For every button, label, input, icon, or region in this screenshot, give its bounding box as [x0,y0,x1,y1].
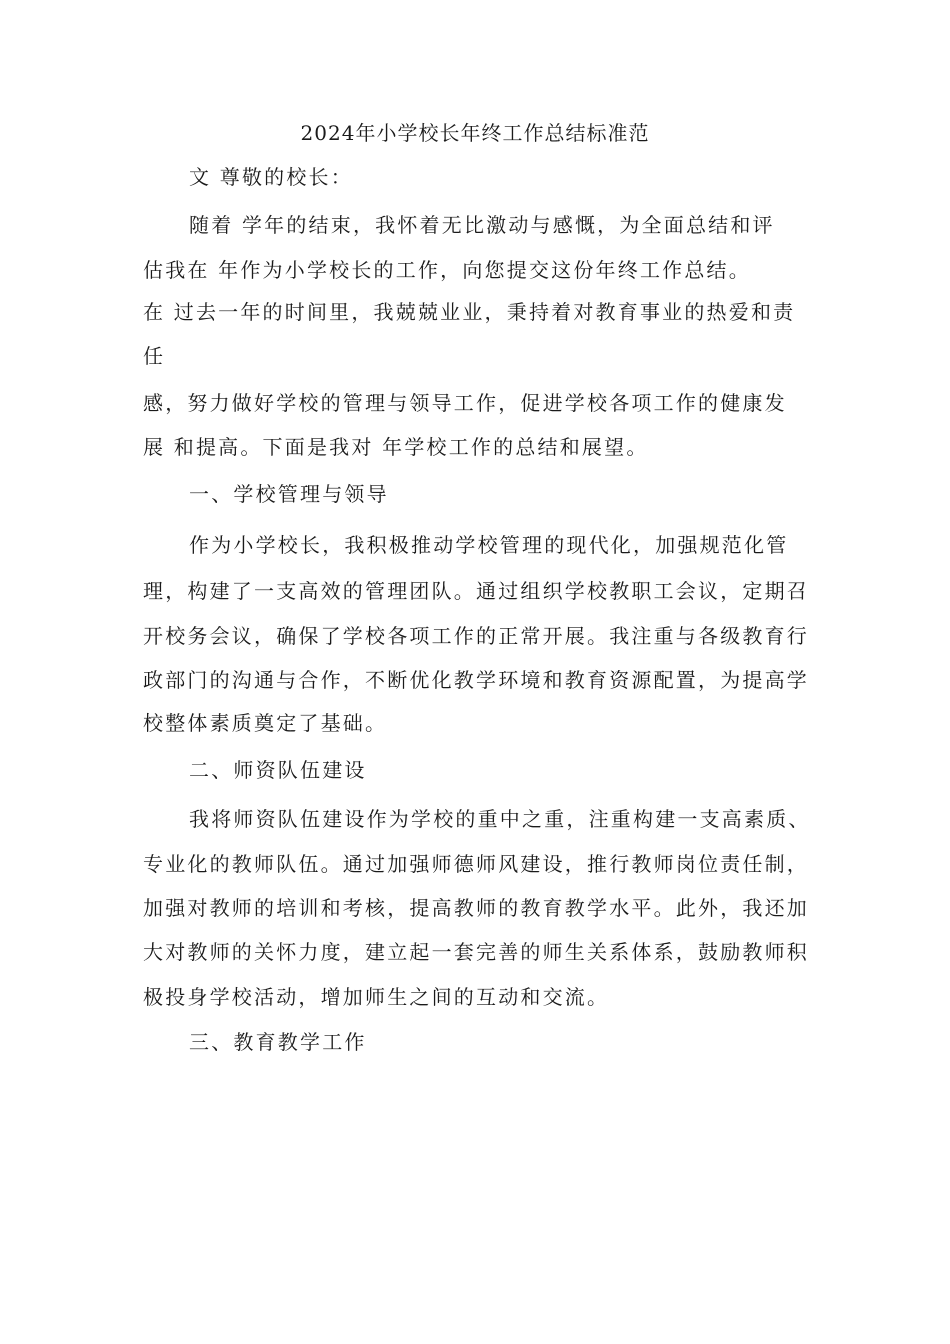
paragraph-line: 作为小学校长，我积极推动学校管理的现代化，加强规范化管 [189,533,789,557]
section-heading: 一、学校管理与领导 [189,482,389,506]
document-title: 2024年小学校长年终工作总结标准范 [300,121,650,145]
paragraph-line: 开校务会议，确保了学校各项工作的正常开展。我注重与各级教育行 [143,624,809,648]
section-heading: 三、教育教学工作 [189,1030,367,1054]
paragraph-line: 感，努力做好学校的管理与领导工作，促进学校各项工作的健康发 [143,391,787,415]
paragraph-line: 随着 学年的结束，我怀着无比激动与感慨，为全面总结和评 [189,213,775,237]
section-heading: 二、师资队伍建设 [189,758,367,782]
paragraph-line: 理，构建了一支高效的管理团队。通过组织学校教职工会议，定期召 [143,579,809,603]
paragraph-line: 加强对教师的培训和考核，提高教师的教育教学水平。此外，我还加 [143,896,809,920]
salutation: 文 尊敬的校长： [189,165,353,189]
paragraph-line: 大对教师的关怀力度，建立起一套完善的师生关系体系，鼓励教师积 [143,940,809,964]
paragraph-line: 在 过去一年的时间里，我兢兢业业，秉持着对教育事业的热爱和责 [143,300,796,324]
paragraph-line: 校整体素质奠定了基础。 [143,711,388,735]
paragraph-line: 展 和提高。下面是我对 年学校工作的总结和展望。 [143,435,649,459]
paragraph-line: 极投身学校活动，增加师生之间的互动和交流。 [143,985,610,1009]
paragraph-line: 政部门的沟通与合作，不断优化教学环境和教育资源配置，为提高学 [143,668,809,692]
paragraph-line: 我将师资队伍建设作为学校的重中之重，注重构建一支高素质、 [189,807,811,831]
paragraph-line: 估我在 年作为小学校长的工作，向您提交这份年终工作总结。 [143,258,751,282]
paragraph-line: 专业化的教师队伍。通过加强师德师风建设，推行教师岗位责任制， [143,852,809,876]
paragraph-line: 任 [143,344,166,368]
